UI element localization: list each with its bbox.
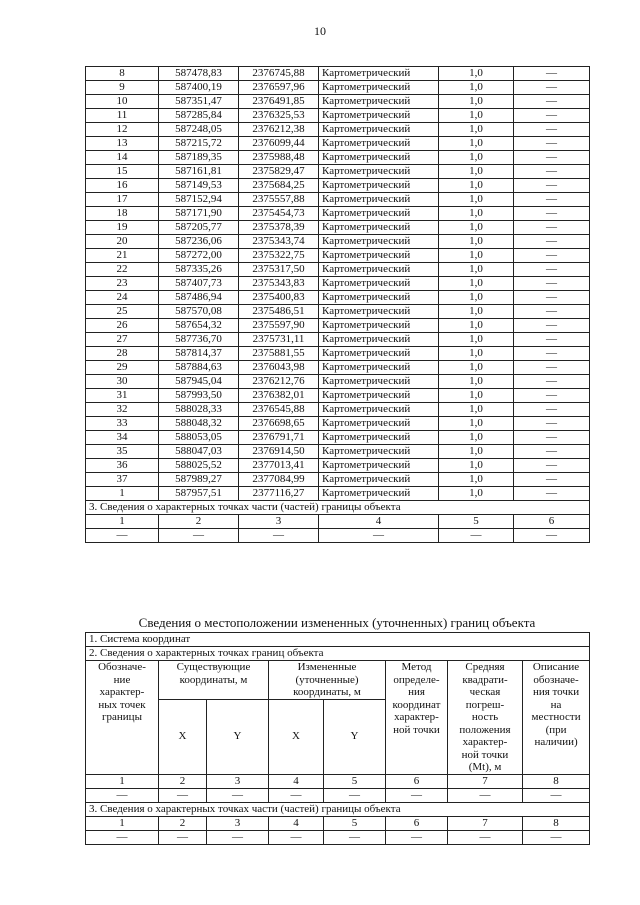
coord-x: 587654,32 xyxy=(159,319,239,333)
description: — xyxy=(514,123,590,137)
column-number: 8 xyxy=(523,816,590,830)
precision: 1,0 xyxy=(439,67,514,81)
precision: 1,0 xyxy=(439,333,514,347)
table-row xyxy=(86,291,590,305)
coord-y: 2376491,85 xyxy=(239,95,319,109)
point-number: 12 xyxy=(86,123,159,137)
table-row xyxy=(86,487,590,501)
empty-value: — xyxy=(523,830,590,844)
precision: 1,0 xyxy=(439,361,514,375)
table-row xyxy=(86,305,590,319)
point-number: 22 xyxy=(86,263,159,277)
table-row xyxy=(86,263,590,277)
description: — xyxy=(514,347,590,361)
precision: 1,0 xyxy=(439,193,514,207)
coord-x: 587884,63 xyxy=(159,361,239,375)
coord-y: 2376099,44 xyxy=(239,137,319,151)
point-number: 31 xyxy=(86,389,159,403)
column-number: 5 xyxy=(439,515,514,529)
coord-x: 587152,94 xyxy=(159,193,239,207)
description: — xyxy=(514,81,590,95)
coord-x: 587189,35 xyxy=(159,151,239,165)
column-number: 1 xyxy=(86,515,159,529)
coord-y: 2376325,53 xyxy=(239,109,319,123)
column-number: 7 xyxy=(448,774,523,788)
method: Картометрический xyxy=(319,333,439,347)
method: Картометрический xyxy=(319,123,439,137)
description: — xyxy=(514,333,590,347)
description: — xyxy=(514,361,590,375)
coord-x: 587993,50 xyxy=(159,389,239,403)
point-number: 23 xyxy=(86,277,159,291)
coord-y: 2376043,98 xyxy=(239,361,319,375)
precision: 1,0 xyxy=(439,305,514,319)
column-number: 2 xyxy=(159,774,207,788)
empty-value: — xyxy=(207,830,269,844)
description: — xyxy=(514,249,590,263)
table-row xyxy=(86,137,590,151)
table-row xyxy=(86,277,590,291)
coord-y: 2375378,39 xyxy=(239,221,319,235)
description: — xyxy=(514,487,590,501)
description: — xyxy=(514,193,590,207)
description: — xyxy=(514,445,590,459)
table-row xyxy=(86,207,590,221)
method: Картометрический xyxy=(319,67,439,81)
table-row xyxy=(86,151,590,165)
empty-value: — xyxy=(439,529,514,543)
precision: 1,0 xyxy=(439,347,514,361)
column-number: 3 xyxy=(207,774,269,788)
coord-y: 2376791,71 xyxy=(239,431,319,445)
coord-x: 587215,72 xyxy=(159,137,239,151)
coord-y: 2377116,27 xyxy=(239,487,319,501)
point-number: 36 xyxy=(86,459,159,473)
method: Картометрический xyxy=(319,81,439,95)
coord-y: 2376745,88 xyxy=(239,67,319,81)
description: — xyxy=(514,305,590,319)
description: — xyxy=(514,291,590,305)
header-method: Метод определе- ния координат характер- ной точки xyxy=(386,661,448,775)
method: Картометрический xyxy=(319,417,439,431)
coord-x: 587351,47 xyxy=(159,95,239,109)
column-number: 6 xyxy=(514,515,590,529)
empty-value: — xyxy=(324,830,386,844)
coord-x: 587407,73 xyxy=(159,277,239,291)
table-row xyxy=(86,431,590,445)
precision: 1,0 xyxy=(439,473,514,487)
column-number: 6 xyxy=(386,774,448,788)
empty-value: — xyxy=(448,830,523,844)
point-number: 24 xyxy=(86,291,159,305)
coord-x: 588025,52 xyxy=(159,459,239,473)
method: Картометрический xyxy=(319,151,439,165)
precision: 1,0 xyxy=(439,375,514,389)
header-changed: Измененные (уточненные) координаты, м xyxy=(269,661,386,700)
method: Картометрический xyxy=(319,431,439,445)
empty-value: — xyxy=(514,529,590,543)
column-number: 2 xyxy=(159,515,239,529)
point-number: 15 xyxy=(86,165,159,179)
column-number: 1 xyxy=(86,774,159,788)
precision: 1,0 xyxy=(439,417,514,431)
header-x-existing: X xyxy=(159,700,207,774)
point-number: 17 xyxy=(86,193,159,207)
section-title: Сведения о местоположении измененных (уточненных) границ объекта xyxy=(138,615,536,630)
description: — xyxy=(514,165,590,179)
coord-x: 588053,05 xyxy=(159,431,239,445)
coordinates-table xyxy=(85,66,590,543)
method: Картометрический xyxy=(319,291,439,305)
point-number: 8 xyxy=(86,67,159,81)
coord-x: 587989,27 xyxy=(159,473,239,487)
table-row xyxy=(86,417,590,431)
coord-y: 2376914,50 xyxy=(239,445,319,459)
point-number: 20 xyxy=(86,235,159,249)
method: Картометрический xyxy=(319,487,439,501)
coord-y: 2375731,11 xyxy=(239,333,319,347)
table-row xyxy=(86,445,590,459)
table-row xyxy=(86,179,590,193)
precision: 1,0 xyxy=(439,263,514,277)
description: — xyxy=(514,473,590,487)
point-number: 30 xyxy=(86,375,159,389)
method: Картометрический xyxy=(319,249,439,263)
coord-x: 587945,04 xyxy=(159,375,239,389)
method: Картометрический xyxy=(319,473,439,487)
precision: 1,0 xyxy=(439,235,514,249)
empty-value: — xyxy=(386,830,448,844)
coord-y: 2376545,88 xyxy=(239,403,319,417)
method: Картометрический xyxy=(319,179,439,193)
method: Картометрический xyxy=(319,109,439,123)
method: Картометрический xyxy=(319,361,439,375)
header-description: Описание обозначе- ния точки на местности (при наличии) xyxy=(523,661,590,775)
table-row xyxy=(86,319,590,333)
coord-x: 587161,81 xyxy=(159,165,239,179)
header-designation: Обозначе- ние характер- ных точек границы xyxy=(86,661,159,775)
table-row xyxy=(86,165,590,179)
description: — xyxy=(514,389,590,403)
method: Картометрический xyxy=(319,193,439,207)
coord-x: 587248,05 xyxy=(159,123,239,137)
column-number: 5 xyxy=(324,774,386,788)
column-number: 5 xyxy=(324,816,386,830)
coord-x: 587285,84 xyxy=(159,109,239,123)
table-row xyxy=(86,249,590,263)
header-x-changed: X xyxy=(269,700,324,774)
coord-y: 2375597,90 xyxy=(239,319,319,333)
precision: 1,0 xyxy=(439,207,514,221)
table-row xyxy=(86,375,590,389)
table-row xyxy=(86,361,590,375)
method: Картометрический xyxy=(319,95,439,109)
coord-y: 2376698,65 xyxy=(239,417,319,431)
table-row xyxy=(86,193,590,207)
changed-boundaries-table xyxy=(85,632,590,845)
method: Картометрический xyxy=(319,305,439,319)
description: — xyxy=(514,319,590,333)
column-number: 8 xyxy=(523,774,590,788)
description: — xyxy=(514,417,590,431)
column-number: 6 xyxy=(386,816,448,830)
description: — xyxy=(514,109,590,123)
table-row xyxy=(86,347,590,361)
empty-value: — xyxy=(86,788,159,802)
description: — xyxy=(514,235,590,249)
empty-value: — xyxy=(386,788,448,802)
precision: 1,0 xyxy=(439,291,514,305)
method: Картометрический xyxy=(319,165,439,179)
parts-points-label: 3. Сведения о характерных точках части (частей) границы объекта xyxy=(86,501,590,515)
empty-value: — xyxy=(324,788,386,802)
precision: 1,0 xyxy=(439,179,514,193)
point-number: 37 xyxy=(86,473,159,487)
empty-value: — xyxy=(207,788,269,802)
coord-y: 2375684,25 xyxy=(239,179,319,193)
column-number: 3 xyxy=(239,515,319,529)
coord-x: 587570,08 xyxy=(159,305,239,319)
column-number: 7 xyxy=(448,816,523,830)
coord-y: 2375486,51 xyxy=(239,305,319,319)
table-row xyxy=(86,123,590,137)
description: — xyxy=(514,459,590,473)
header-y-existing: Y xyxy=(207,700,269,774)
method: Картометрический xyxy=(319,347,439,361)
point-number: 11 xyxy=(86,109,159,123)
precision: 1,0 xyxy=(439,487,514,501)
coord-x: 587272,00 xyxy=(159,249,239,263)
coord-y: 2376597,96 xyxy=(239,81,319,95)
coord-y: 2376382,01 xyxy=(239,389,319,403)
column-number: 4 xyxy=(269,816,324,830)
header-error: Средняя квадрати- ческая погреш- ность положения характер- ной точки (Mt), м xyxy=(448,661,523,775)
coord-x: 587957,51 xyxy=(159,487,239,501)
column-number: 4 xyxy=(319,515,439,529)
coord-x: 587478,83 xyxy=(159,67,239,81)
empty-value: — xyxy=(523,788,590,802)
empty-value: — xyxy=(269,830,324,844)
point-number: 19 xyxy=(86,221,159,235)
column-number: 2 xyxy=(159,816,207,830)
precision: 1,0 xyxy=(439,137,514,151)
coord-y: 2377013,41 xyxy=(239,459,319,473)
point-number: 10 xyxy=(86,95,159,109)
point-number: 14 xyxy=(86,151,159,165)
precision: 1,0 xyxy=(439,431,514,445)
precision: 1,0 xyxy=(439,459,514,473)
precision: 1,0 xyxy=(439,277,514,291)
point-number: 1 xyxy=(86,487,159,501)
coord-x: 587400,19 xyxy=(159,81,239,95)
point-number: 35 xyxy=(86,445,159,459)
precision: 1,0 xyxy=(439,165,514,179)
header-y-changed: Y xyxy=(324,700,386,774)
table-row xyxy=(86,235,590,249)
table-row xyxy=(86,81,590,95)
empty-value: — xyxy=(86,830,159,844)
coord-y: 2375881,55 xyxy=(239,347,319,361)
coord-y: 2375454,73 xyxy=(239,207,319,221)
precision: 1,0 xyxy=(439,95,514,109)
table-row xyxy=(86,459,590,473)
precision: 1,0 xyxy=(439,151,514,165)
precision: 1,0 xyxy=(439,221,514,235)
column-number: 1 xyxy=(86,816,159,830)
coord-y: 2376212,38 xyxy=(239,123,319,137)
table-row xyxy=(86,221,590,235)
method: Картометрический xyxy=(319,375,439,389)
coord-x: 587171,90 xyxy=(159,207,239,221)
coord-y: 2375322,75 xyxy=(239,249,319,263)
coord-x: 588048,32 xyxy=(159,417,239,431)
point-number: 34 xyxy=(86,431,159,445)
point-number: 13 xyxy=(86,137,159,151)
coord-x: 587736,70 xyxy=(159,333,239,347)
method: Картометрический xyxy=(319,277,439,291)
coord-y: 2375557,88 xyxy=(239,193,319,207)
method: Картометрический xyxy=(319,207,439,221)
precision: 1,0 xyxy=(439,389,514,403)
method: Картометрический xyxy=(319,319,439,333)
table-row xyxy=(86,473,590,487)
coord-y: 2375829,47 xyxy=(239,165,319,179)
table-row xyxy=(86,403,590,417)
point-number: 28 xyxy=(86,347,159,361)
precision: 1,0 xyxy=(439,249,514,263)
page-number: 10 xyxy=(314,24,326,38)
coord-y: 2375343,83 xyxy=(239,277,319,291)
method: Картометрический xyxy=(319,263,439,277)
coord-y: 2377084,99 xyxy=(239,473,319,487)
coord-y: 2375343,74 xyxy=(239,235,319,249)
point-number: 26 xyxy=(86,319,159,333)
coord-x: 587236,06 xyxy=(159,235,239,249)
coord-y: 2376212,76 xyxy=(239,375,319,389)
coord-x: 587149,53 xyxy=(159,179,239,193)
table-row xyxy=(86,333,590,347)
parts-points-label: 3. Сведения о характерных точках части (частей) границы объекта xyxy=(86,802,590,816)
point-number: 32 xyxy=(86,403,159,417)
point-number: 25 xyxy=(86,305,159,319)
column-number: 4 xyxy=(269,774,324,788)
point-number: 9 xyxy=(86,81,159,95)
description: — xyxy=(514,95,590,109)
empty-value: — xyxy=(159,529,239,543)
precision: 1,0 xyxy=(439,403,514,417)
table-row xyxy=(86,109,590,123)
empty-value: — xyxy=(319,529,439,543)
point-number: 27 xyxy=(86,333,159,347)
description: — xyxy=(514,179,590,193)
coord-y: 2375988,48 xyxy=(239,151,319,165)
coord-x: 588047,03 xyxy=(159,445,239,459)
coord-y: 2375317,50 xyxy=(239,263,319,277)
method: Картометрический xyxy=(319,389,439,403)
empty-value: — xyxy=(269,788,324,802)
empty-value: — xyxy=(86,529,159,543)
precision: 1,0 xyxy=(439,109,514,123)
point-number: 21 xyxy=(86,249,159,263)
point-number: 18 xyxy=(86,207,159,221)
method: Картометрический xyxy=(319,137,439,151)
method: Картометрический xyxy=(319,235,439,249)
coord-x: 587205,77 xyxy=(159,221,239,235)
description: — xyxy=(514,375,590,389)
description: — xyxy=(514,277,590,291)
precision: 1,0 xyxy=(439,81,514,95)
method: Картометрический xyxy=(319,445,439,459)
column-number: 3 xyxy=(207,816,269,830)
description: — xyxy=(514,137,590,151)
description: — xyxy=(514,431,590,445)
precision: 1,0 xyxy=(439,123,514,137)
description: — xyxy=(514,207,590,221)
empty-value: — xyxy=(159,830,207,844)
coord-x: 587335,26 xyxy=(159,263,239,277)
precision: 1,0 xyxy=(439,445,514,459)
table-row xyxy=(86,95,590,109)
point-number: 29 xyxy=(86,361,159,375)
empty-value: — xyxy=(448,788,523,802)
description: — xyxy=(514,221,590,235)
description: — xyxy=(514,263,590,277)
coord-x: 588028,33 xyxy=(159,403,239,417)
method: Картометрический xyxy=(319,221,439,235)
header-existing: Существующие координаты, м xyxy=(159,661,269,700)
method: Картометрический xyxy=(319,459,439,473)
description: — xyxy=(514,67,590,81)
description: — xyxy=(514,151,590,165)
precision: 1,0 xyxy=(439,319,514,333)
point-number: 33 xyxy=(86,417,159,431)
coord-x: 587814,37 xyxy=(159,347,239,361)
empty-value: — xyxy=(159,788,207,802)
coord-x: 587486,94 xyxy=(159,291,239,305)
table-row xyxy=(86,389,590,403)
empty-value: — xyxy=(239,529,319,543)
coordinate-system-label: 1. Система координат xyxy=(86,633,590,647)
coord-y: 2375400,83 xyxy=(239,291,319,305)
table-row xyxy=(86,67,590,81)
description: — xyxy=(514,403,590,417)
method: Картометрический xyxy=(319,403,439,417)
point-number: 16 xyxy=(86,179,159,193)
boundary-points-label: 2. Сведения о характерных точках границ объекта xyxy=(86,647,590,661)
